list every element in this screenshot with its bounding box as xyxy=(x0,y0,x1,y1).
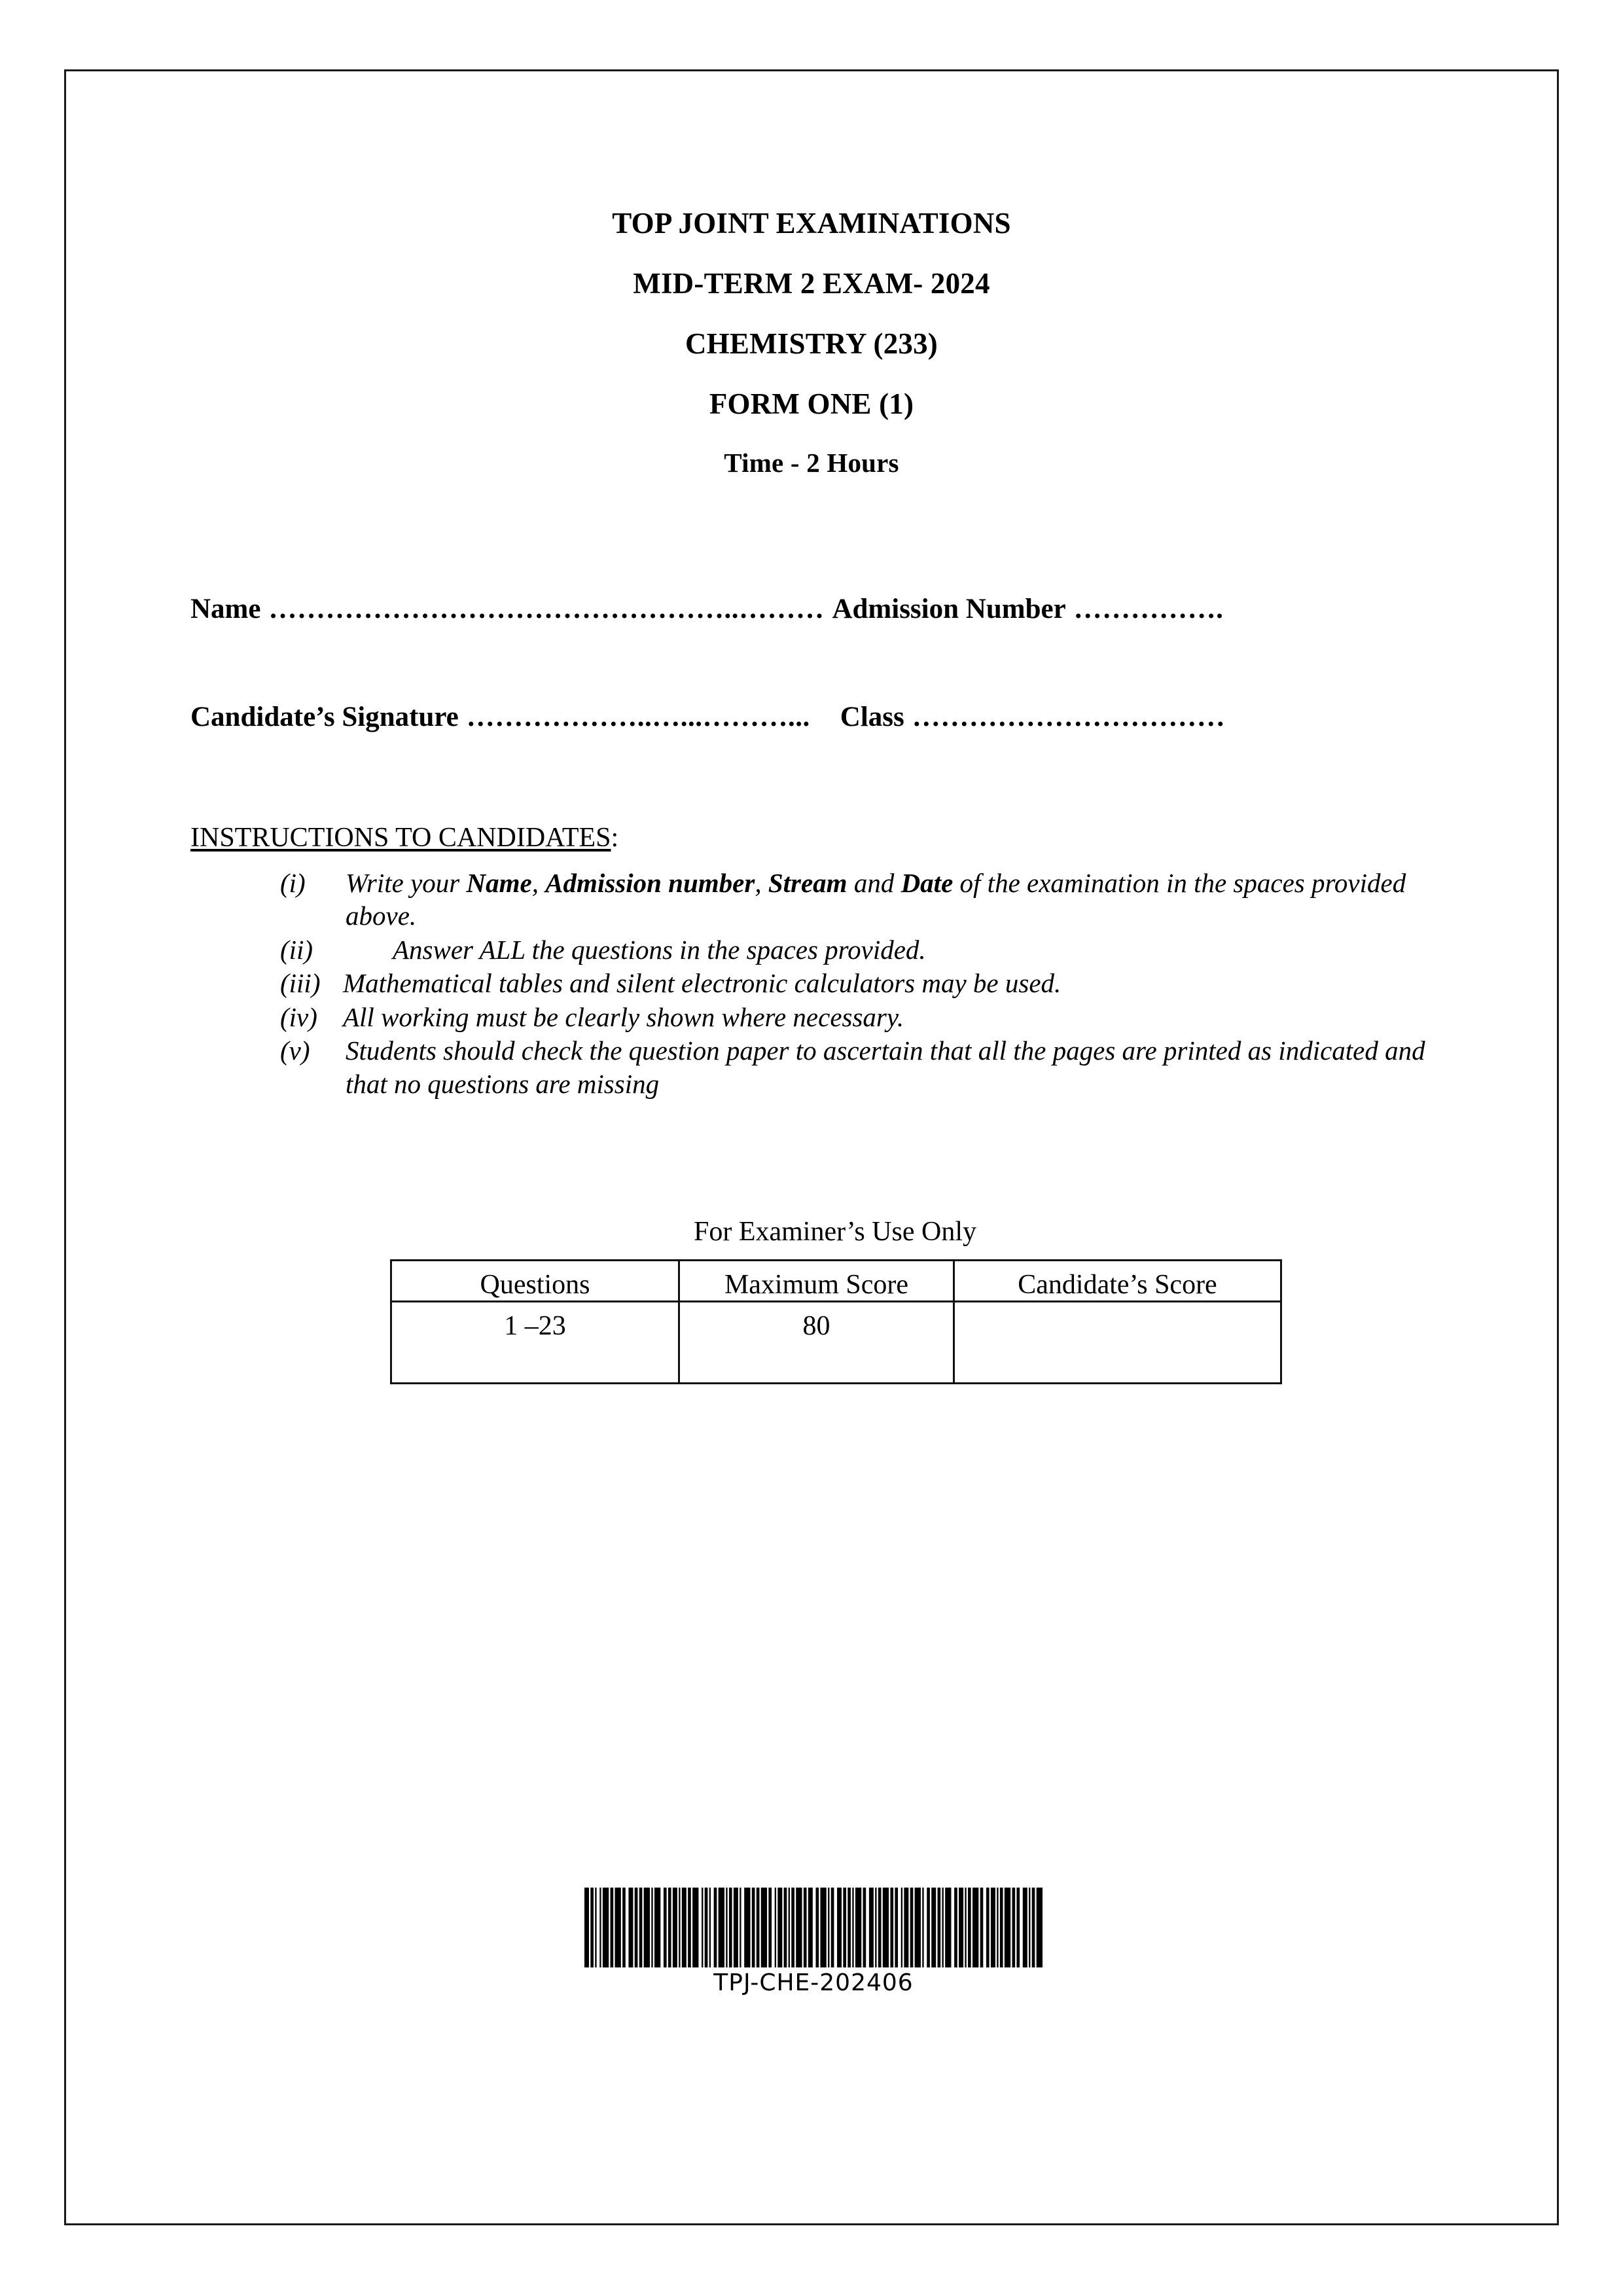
instruction-emphasis: Stream xyxy=(768,868,847,898)
instruction-item xyxy=(280,967,1471,999)
class-label: Class xyxy=(840,702,904,732)
column-header-questions: Questions xyxy=(391,1261,679,1302)
instructions-heading-text: INSTRUCTIONS TO CANDIDATES xyxy=(190,823,611,853)
table-header-row xyxy=(391,1261,1281,1302)
barcode-block xyxy=(584,1888,1043,1996)
cell-candidate-score[interactable] xyxy=(954,1302,1281,1384)
instruction-marker: (iv) xyxy=(280,1001,317,1032)
admission-number-label: Admission Number xyxy=(832,594,1066,624)
candidate-name-row xyxy=(190,595,1499,623)
name-input-line[interactable]: …………………………………………..……… xyxy=(268,594,825,624)
barcode-image xyxy=(584,1888,1043,1967)
cell-maximum-score: 80 xyxy=(679,1302,954,1384)
page-border xyxy=(64,69,1559,2225)
cell-questions-range: 1 –23 xyxy=(391,1302,679,1384)
instruction-text-run: of the examination in the spaces provided above. xyxy=(346,868,1406,931)
instruction-text xyxy=(393,935,926,965)
examiner-table-caption: For Examiner’s Use Only xyxy=(694,1217,976,1247)
instruction-text xyxy=(346,1035,1425,1098)
instruction-marker: (v) xyxy=(280,1035,310,1066)
column-header-candidate-score: Candidate’s Score xyxy=(954,1261,1281,1302)
instruction-emphasis: Name xyxy=(466,868,532,898)
instruction-marker: (iii) xyxy=(280,968,321,999)
examiner-score-table xyxy=(390,1259,1282,1384)
instructions-list xyxy=(280,867,1471,1101)
instruction-marker: (i) xyxy=(280,868,306,898)
instruction-text-run: Write your xyxy=(346,868,467,898)
signature-label: Candidate’s Signature xyxy=(190,702,459,732)
page-content xyxy=(66,71,1557,2223)
instruction-text-run: Answer ALL the questions in the spaces provided. xyxy=(393,934,926,965)
instruction-text-run: Students should check the question paper to ascertain that all the pages are printed as indicated and that no questions are missing xyxy=(346,1035,1425,1099)
class-input-line[interactable]: …………………………… xyxy=(912,702,1226,732)
instructions-heading xyxy=(190,824,618,852)
instruction-text-run: Mathematical tables and silent electronic calculators may be used. xyxy=(343,968,1061,999)
signature-input-line[interactable]: ………………..…...………... xyxy=(466,702,810,732)
instruction-item xyxy=(280,933,1471,966)
instruction-item xyxy=(280,867,1471,933)
instruction-item xyxy=(280,1034,1471,1100)
instruction-text-run: and xyxy=(847,868,901,898)
exam-organization-title: TOP JOINT EXAMINATIONS xyxy=(612,207,1011,240)
instructions-heading-colon: : xyxy=(611,823,619,853)
exam-session-title: MID-TERM 2 EXAM- 2024 xyxy=(633,267,990,300)
candidate-signature-row xyxy=(190,703,1499,731)
table-body xyxy=(391,1302,1281,1384)
exam-header xyxy=(66,209,1557,476)
exam-subject-title: CHEMISTRY (233) xyxy=(685,327,938,360)
instruction-emphasis: Date xyxy=(901,868,954,898)
name-label: Name xyxy=(190,594,261,624)
table-row xyxy=(391,1302,1281,1384)
exam-form-title: FORM ONE (1) xyxy=(709,387,914,420)
instruction-item xyxy=(280,1001,1471,1033)
instruction-emphasis: Admission number xyxy=(545,868,755,898)
instruction-text xyxy=(343,1002,904,1032)
instruction-text xyxy=(346,868,1406,931)
admission-number-input-line[interactable]: ……………. xyxy=(1073,594,1224,624)
instruction-text-run: All working must be clearly shown where necessary. xyxy=(343,1001,904,1032)
instruction-marker: (ii) xyxy=(280,934,313,965)
exam-duration: Time - 2 Hours xyxy=(724,448,899,478)
instruction-text xyxy=(343,968,1061,998)
instruction-text-run: , xyxy=(755,868,768,898)
barcode-label: TPJ-CHE-202406 xyxy=(713,1969,914,1996)
column-header-maximum-score: Maximum Score xyxy=(679,1261,954,1302)
instruction-text-run: , xyxy=(531,868,546,898)
